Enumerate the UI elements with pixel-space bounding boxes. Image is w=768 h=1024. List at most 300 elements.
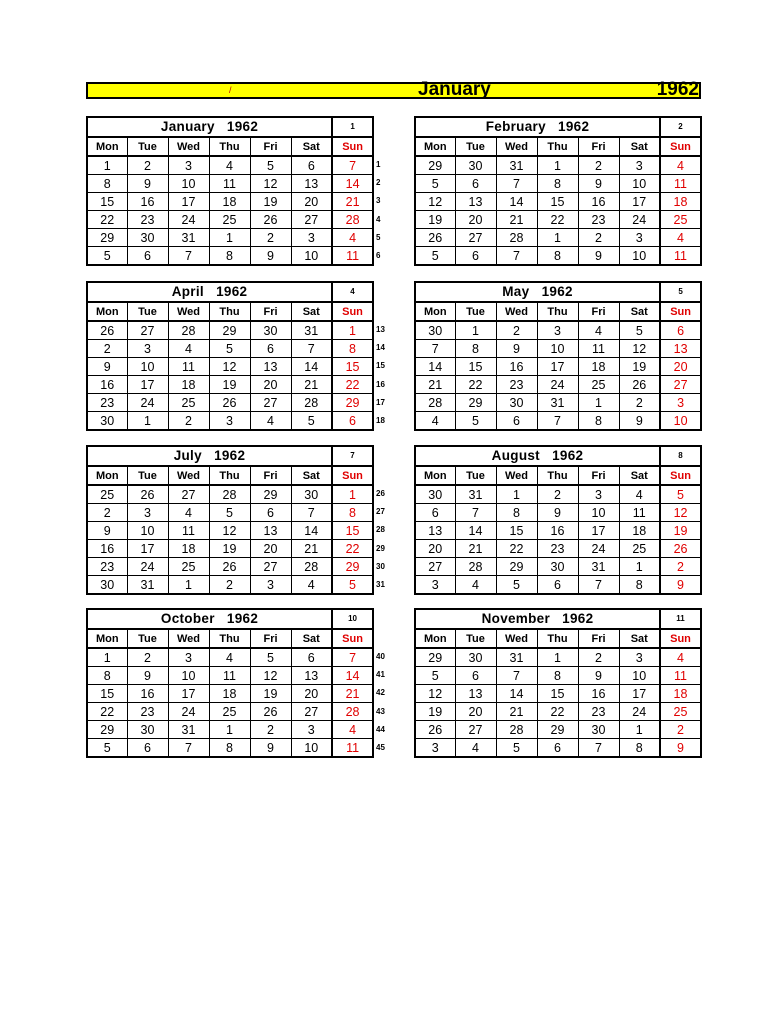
day-cell: 1 (619, 558, 660, 576)
day-cell: 18 (660, 685, 701, 703)
day-cell: 8 (332, 340, 373, 358)
weekday-header-fri: Fri (250, 629, 291, 648)
day-cell: 25 (168, 394, 209, 412)
day-cell: 5 (496, 576, 537, 595)
day-cell: 24 (537, 376, 578, 394)
weekday-header-sun: Sun (660, 629, 701, 648)
week-row (415, 412, 701, 431)
day-cell: 4 (332, 721, 373, 739)
day-cell: 18 (578, 358, 619, 376)
week-row (415, 175, 701, 193)
weekday-header-thu: Thu (537, 137, 578, 156)
day-cell: 9 (660, 576, 701, 595)
day-cell: 30 (291, 485, 332, 504)
day-cell: 3 (660, 394, 701, 412)
day-cell: 29 (415, 648, 455, 667)
week-row (415, 229, 701, 247)
day-cell: 25 (660, 211, 701, 229)
day-cell: 31 (291, 321, 332, 340)
day-cell: 19 (619, 358, 660, 376)
day-cell: 27 (250, 394, 291, 412)
day-cell: 2 (496, 321, 537, 340)
day-cell: 21 (496, 703, 537, 721)
day-cell: 5 (87, 247, 127, 266)
day-cell: 31 (578, 558, 619, 576)
day-cell: 12 (209, 522, 250, 540)
week-row (87, 156, 373, 175)
day-cell: 8 (209, 739, 250, 758)
day-cell: 17 (619, 685, 660, 703)
day-cell: 17 (619, 193, 660, 211)
day-cell: 9 (250, 739, 291, 758)
weekday-header-tue: Tue (127, 629, 168, 648)
day-cell: 30 (87, 576, 127, 595)
day-cell: 11 (660, 175, 701, 193)
day-cell: 27 (291, 211, 332, 229)
day-cell: 9 (578, 175, 619, 193)
day-cell: 3 (291, 229, 332, 247)
day-cell: 26 (415, 229, 455, 247)
week-row (87, 721, 373, 739)
day-cell: 3 (209, 412, 250, 431)
day-cell: 2 (87, 340, 127, 358)
day-cell: 8 (578, 412, 619, 431)
day-cell: 26 (660, 540, 701, 558)
day-cell: 6 (496, 412, 537, 431)
day-cell: 18 (168, 540, 209, 558)
day-cell: 31 (496, 648, 537, 667)
day-cell: 6 (291, 648, 332, 667)
week-number: 16 (376, 379, 385, 389)
day-cell: 20 (455, 703, 496, 721)
day-cell: 5 (209, 504, 250, 522)
day-cell: 1 (496, 485, 537, 504)
day-cell: 15 (87, 685, 127, 703)
day-cell: 12 (660, 504, 701, 522)
weekday-header-thu: Thu (209, 137, 250, 156)
day-cell: 19 (415, 211, 455, 229)
month-calendar-may (414, 281, 702, 431)
week-row (87, 485, 373, 504)
day-cell: 8 (209, 247, 250, 266)
day-cell: 3 (127, 504, 168, 522)
day-cell: 5 (619, 321, 660, 340)
day-cell: 26 (250, 211, 291, 229)
week-number: 18 (376, 416, 385, 425)
day-cell: 3 (168, 156, 209, 175)
day-cell: 15 (496, 522, 537, 540)
day-cell: 26 (250, 703, 291, 721)
day-cell: 22 (455, 376, 496, 394)
day-cell: 24 (619, 211, 660, 229)
day-cell: 25 (168, 558, 209, 576)
day-cell: 1 (455, 321, 496, 340)
day-cell: 24 (127, 558, 168, 576)
day-cell: 30 (578, 721, 619, 739)
day-cell: 8 (619, 576, 660, 595)
day-cell: 28 (496, 721, 537, 739)
day-cell: 14 (496, 685, 537, 703)
week-number: 15 (376, 361, 385, 371)
day-cell: 1 (332, 321, 373, 340)
day-cell: 23 (127, 211, 168, 229)
day-cell: 27 (168, 485, 209, 504)
weekday-header-mon: Mon (415, 302, 455, 321)
day-cell: 22 (332, 540, 373, 558)
day-cell: 3 (168, 648, 209, 667)
day-cell: 24 (619, 703, 660, 721)
weekday-header-sat: Sat (291, 629, 332, 648)
weekday-header-thu: Thu (209, 629, 250, 648)
day-cell: 20 (415, 540, 455, 558)
day-cell: 25 (87, 485, 127, 504)
week-number: 40 (376, 652, 385, 661)
day-cell: 4 (168, 504, 209, 522)
day-cell: 21 (415, 376, 455, 394)
weekday-header-mon: Mon (415, 629, 455, 648)
day-cell: 2 (537, 485, 578, 504)
day-cell: 30 (250, 321, 291, 340)
day-cell: 7 (578, 739, 619, 758)
week-row (87, 229, 373, 247)
day-cell: 18 (209, 193, 250, 211)
day-cell: 3 (415, 576, 455, 595)
week-row (415, 576, 701, 595)
day-cell: 14 (415, 358, 455, 376)
day-cell: 10 (537, 340, 578, 358)
day-cell: 7 (332, 648, 373, 667)
weekday-header-wed: Wed (168, 629, 209, 648)
week-row (87, 193, 373, 211)
day-cell: 30 (415, 321, 455, 340)
day-cell: 7 (415, 340, 455, 358)
month-title: April 1962 (87, 282, 332, 302)
day-cell: 2 (168, 412, 209, 431)
day-cell: 4 (455, 739, 496, 758)
day-cell: 13 (250, 358, 291, 376)
day-cell: 27 (415, 558, 455, 576)
day-cell: 12 (415, 193, 455, 211)
year-banner (86, 79, 701, 100)
day-cell: 19 (250, 193, 291, 211)
day-cell: 21 (496, 211, 537, 229)
day-cell: 10 (168, 667, 209, 685)
week-number: 17 (376, 397, 385, 407)
day-cell: 30 (537, 558, 578, 576)
banner-mark: / (229, 85, 232, 95)
month-number: 2 (660, 117, 701, 137)
day-cell: 11 (209, 175, 250, 193)
weekday-header-tue: Tue (455, 137, 496, 156)
day-cell: 6 (455, 667, 496, 685)
day-cell: 28 (209, 485, 250, 504)
day-cell: 12 (250, 667, 291, 685)
day-cell: 14 (332, 175, 373, 193)
month-calendar-november (414, 608, 702, 758)
weekday-header-thu: Thu (537, 629, 578, 648)
day-cell: 2 (619, 394, 660, 412)
day-cell: 8 (87, 667, 127, 685)
day-cell: 4 (209, 648, 250, 667)
day-cell: 4 (660, 229, 701, 247)
week-row (87, 576, 373, 595)
month-number: 7 (332, 446, 373, 466)
day-cell: 5 (415, 667, 455, 685)
day-cell: 5 (250, 156, 291, 175)
month-number: 10 (332, 609, 373, 629)
day-cell: 3 (250, 576, 291, 595)
day-cell: 29 (332, 394, 373, 412)
weekday-header-sat: Sat (291, 302, 332, 321)
week-row (87, 247, 373, 266)
day-cell: 30 (127, 229, 168, 247)
month-number: 1 (332, 117, 373, 137)
day-cell: 7 (332, 156, 373, 175)
week-number: 5 (376, 232, 381, 242)
week-row (415, 321, 701, 340)
month-title: May 1962 (415, 282, 660, 302)
week-row (87, 703, 373, 721)
week-number: 27 (376, 507, 385, 517)
weekday-header-thu: Thu (209, 466, 250, 485)
week-row (87, 685, 373, 703)
day-cell: 1 (537, 229, 578, 247)
week-number: 4 (376, 214, 381, 224)
day-cell: 2 (209, 576, 250, 595)
weekday-header-sat: Sat (291, 137, 332, 156)
day-cell: 4 (250, 412, 291, 431)
day-cell: 7 (168, 247, 209, 266)
day-cell: 13 (291, 667, 332, 685)
day-cell: 4 (332, 229, 373, 247)
day-cell: 17 (127, 376, 168, 394)
day-cell: 25 (619, 540, 660, 558)
day-cell: 23 (87, 394, 127, 412)
week-row (87, 394, 373, 412)
day-cell: 24 (578, 540, 619, 558)
day-cell: 23 (87, 558, 127, 576)
week-row (415, 739, 701, 758)
day-cell: 11 (578, 340, 619, 358)
week-row (415, 648, 701, 667)
weekday-header-sun: Sun (660, 302, 701, 321)
day-cell: 20 (250, 376, 291, 394)
day-cell: 20 (660, 358, 701, 376)
day-cell: 28 (291, 558, 332, 576)
day-cell: 24 (168, 703, 209, 721)
day-cell: 23 (496, 376, 537, 394)
day-cell: 10 (619, 175, 660, 193)
day-cell: 20 (455, 211, 496, 229)
day-cell: 20 (291, 685, 332, 703)
day-cell: 25 (209, 211, 250, 229)
day-cell: 15 (332, 358, 373, 376)
weekday-header-sat: Sat (619, 629, 660, 648)
weekday-header-sat: Sat (291, 466, 332, 485)
day-cell: 28 (291, 394, 332, 412)
day-cell: 5 (496, 739, 537, 758)
day-cell: 6 (537, 576, 578, 595)
day-cell: 30 (127, 721, 168, 739)
day-cell: 11 (660, 247, 701, 266)
day-cell: 14 (291, 522, 332, 540)
day-cell: 10 (660, 412, 701, 431)
week-row (87, 667, 373, 685)
day-cell: 11 (168, 522, 209, 540)
day-cell: 22 (537, 703, 578, 721)
day-cell: 6 (332, 412, 373, 431)
day-cell: 9 (496, 340, 537, 358)
day-cell: 22 (496, 540, 537, 558)
day-cell: 7 (291, 504, 332, 522)
day-cell: 29 (332, 558, 373, 576)
day-cell: 11 (660, 667, 701, 685)
day-cell: 7 (455, 504, 496, 522)
day-cell: 8 (87, 175, 127, 193)
week-row (87, 540, 373, 558)
weekday-header-mon: Mon (415, 466, 455, 485)
weekday-header-wed: Wed (496, 137, 537, 156)
day-cell: 10 (127, 358, 168, 376)
day-cell: 6 (250, 340, 291, 358)
week-number: 3 (376, 196, 381, 206)
weekday-header-mon: Mon (87, 137, 127, 156)
day-cell: 5 (455, 412, 496, 431)
day-cell: 1 (537, 648, 578, 667)
day-cell: 6 (415, 504, 455, 522)
weekday-header-thu: Thu (209, 302, 250, 321)
month-title: July 1962 (87, 446, 332, 466)
week-row (415, 522, 701, 540)
banner-month: January (418, 79, 491, 100)
day-cell: 24 (127, 394, 168, 412)
day-cell: 2 (250, 229, 291, 247)
day-cell: 21 (291, 540, 332, 558)
day-cell: 18 (660, 193, 701, 211)
day-cell: 15 (87, 193, 127, 211)
day-cell: 27 (660, 376, 701, 394)
day-cell: 31 (168, 721, 209, 739)
day-cell: 20 (250, 540, 291, 558)
day-cell: 6 (455, 247, 496, 266)
day-cell: 8 (537, 247, 578, 266)
weekday-header-fri: Fri (250, 302, 291, 321)
week-row (87, 175, 373, 193)
day-cell: 30 (455, 156, 496, 175)
day-cell: 14 (496, 193, 537, 211)
day-cell: 29 (87, 229, 127, 247)
day-cell: 1 (537, 156, 578, 175)
week-row (415, 685, 701, 703)
weekday-header-mon: Mon (415, 137, 455, 156)
month-number: 4 (332, 282, 373, 302)
day-cell: 1 (168, 576, 209, 595)
day-cell: 13 (415, 522, 455, 540)
day-cell: 24 (168, 211, 209, 229)
day-cell: 17 (537, 358, 578, 376)
day-cell: 29 (209, 321, 250, 340)
weekday-header-mon: Mon (87, 302, 127, 321)
week-row (415, 340, 701, 358)
day-cell: 9 (660, 739, 701, 758)
day-cell: 17 (168, 685, 209, 703)
day-cell: 22 (332, 376, 373, 394)
week-row (415, 211, 701, 229)
weekday-header-fri: Fri (250, 137, 291, 156)
weekday-header-tue: Tue (127, 466, 168, 485)
day-cell: 16 (578, 685, 619, 703)
week-row (87, 211, 373, 229)
week-row (87, 558, 373, 576)
day-cell: 4 (291, 576, 332, 595)
day-cell: 13 (455, 685, 496, 703)
week-row (415, 358, 701, 376)
weekday-header-wed: Wed (168, 137, 209, 156)
day-cell: 8 (455, 340, 496, 358)
day-cell: 11 (168, 358, 209, 376)
day-cell: 27 (291, 703, 332, 721)
week-row (415, 376, 701, 394)
weekday-header-sat: Sat (619, 302, 660, 321)
day-cell: 7 (496, 175, 537, 193)
week-number: 30 (376, 561, 385, 571)
month-number: 8 (660, 446, 701, 466)
day-cell: 14 (332, 667, 373, 685)
day-cell: 5 (87, 739, 127, 758)
day-cell: 26 (209, 558, 250, 576)
day-cell: 2 (578, 156, 619, 175)
day-cell: 7 (496, 667, 537, 685)
day-cell: 1 (87, 648, 127, 667)
week-row (415, 667, 701, 685)
day-cell: 18 (619, 522, 660, 540)
week-row (415, 394, 701, 412)
day-cell: 5 (291, 412, 332, 431)
week-row (415, 193, 701, 211)
day-cell: 7 (168, 739, 209, 758)
week-row (415, 721, 701, 739)
day-cell: 5 (332, 576, 373, 595)
day-cell: 15 (537, 193, 578, 211)
week-number: 42 (376, 688, 385, 698)
week-number: 44 (376, 724, 385, 734)
weekday-header-wed: Wed (168, 466, 209, 485)
day-cell: 6 (127, 247, 168, 266)
day-cell: 5 (415, 175, 455, 193)
day-cell: 29 (537, 721, 578, 739)
weekday-header-wed: Wed (168, 302, 209, 321)
day-cell: 25 (660, 703, 701, 721)
week-row (87, 321, 373, 340)
month-number: 5 (660, 282, 701, 302)
day-cell: 16 (127, 193, 168, 211)
day-cell: 21 (455, 540, 496, 558)
weekday-header-fri: Fri (578, 466, 619, 485)
week-number: 13 (376, 325, 385, 334)
day-cell: 11 (332, 247, 373, 266)
day-cell: 30 (415, 485, 455, 504)
weekday-header-tue: Tue (455, 629, 496, 648)
day-cell: 27 (455, 721, 496, 739)
day-cell: 4 (660, 156, 701, 175)
day-cell: 13 (455, 193, 496, 211)
day-cell: 8 (537, 667, 578, 685)
day-cell: 13 (660, 340, 701, 358)
week-row (87, 522, 373, 540)
day-cell: 29 (87, 721, 127, 739)
day-cell: 2 (660, 558, 701, 576)
day-cell: 26 (127, 485, 168, 504)
